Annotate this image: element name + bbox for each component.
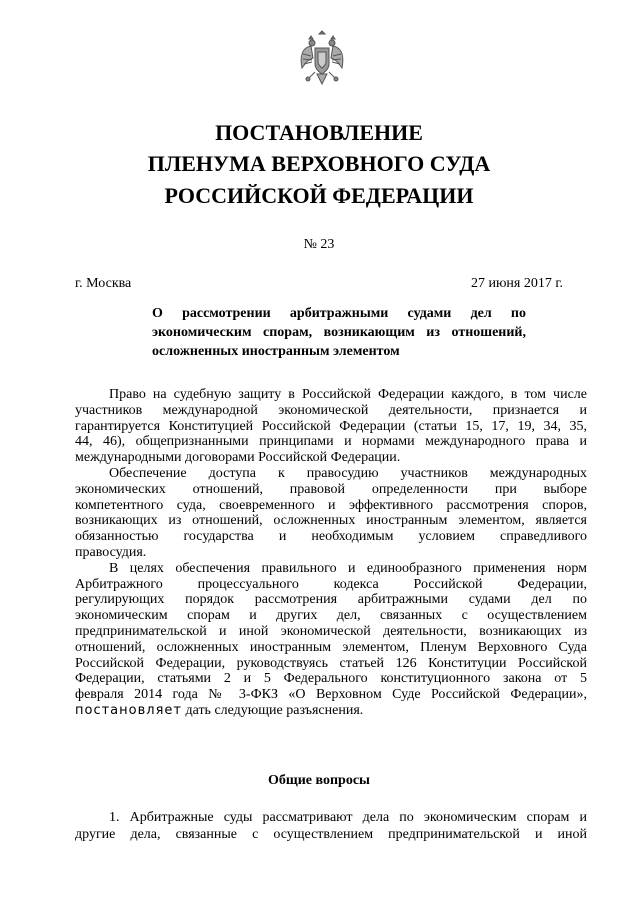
paragraph-line: Арбитражного процессуального кодекса Российской Федерации, [75,576,587,592]
subject-line: экономическим спорам, возникающим из отношений, [152,325,526,340]
paragraph-line: отношений, осложненных иностранным элементом, Пленум Верховного Суда [75,639,587,655]
document-number: № 23 [303,237,335,252]
paragraph-line: экономическим спорам и других дел, связанных с осуществлением [75,608,587,624]
paragraph-line: экономических отношений, правовой определенности при выборе [75,481,587,497]
document-date: 27 июня 2017 г. [470,276,563,291]
paragraph-line: Российской Федерации, руководствуясь статьей 126 Конституции Российской [75,655,587,671]
section-body [75,809,587,843]
paragraph-line [75,703,587,719]
paragraph-line: Право на судебную защиту в Российской Федерации каждого, в том числе [109,387,587,402]
paragraph-line: компетентного суда, своевременного и эффективного рассмотрения споров, [75,497,587,513]
double-headed-eagle-icon [299,30,345,90]
paragraph-line: предпринимательской и иной экономической деятельности, возникающих из [75,623,587,639]
paragraph-line: правосудия. [75,544,147,560]
preamble [75,387,587,719]
paragraph-line: участников международной экономической деятельности, признается и [75,402,587,418]
paragraph-line: регулирующих порядок рассмотрения арбитражными судами дел по [75,592,587,608]
resolves-rest: дать следующие разъяснения. [181,702,364,718]
paragraph-line: Федерации, статьями 2 и 5 Федерального конституционного закона от 5 [75,671,587,687]
subject-line: осложненных иностранным элементом [152,344,400,359]
subject-line: О рассмотрении арбитражными судами дел по [152,306,526,321]
paragraph-line: возникающих из отношений, осложненных иностранным элементом, является [75,513,587,529]
document-subject [152,304,526,361]
paragraph-line: обязанностью государства и необходимым условием справедливого [75,529,587,545]
paragraph-line: Обеспечение доступа к правосудию участников международных [109,465,587,481]
document-title-line-2: ПЛЕНУМА ВЕРХОВНОГО СУДА [147,151,491,176]
paragraph-line: гарантируется Конституцией Российской Федерации (статьи 15, 17, 19, 34, 35, [75,418,587,434]
paragraph-line: 1. Арбитражные суды рассматривают дела по экономическим спорам и [109,810,587,825]
resolves-word: постановляет [75,702,182,718]
document-title-line-3: РОССИЙСКОЙ ФЕДЕРАЦИИ [164,183,474,208]
paragraph-line: 44, 46), общепризнанными принципами и нормами международного права и [75,434,587,450]
document-city: г. Москва [75,276,132,291]
paragraph-line: В целях обеспечения правильного и единообразного применения норм [109,560,587,576]
paragraph-line: февраля 2014 года № 3-ФКЗ «О Верховном Суде Российской Федерации», [75,687,587,703]
document-title-line-1: ПОСТАНОВЛЕНИЕ [215,120,423,145]
section-heading: Общие вопросы [268,773,370,788]
paragraph-line: международными договорами Российской Федерации. [75,450,401,466]
paragraph-line: другие дела, связанные с осуществлением предпринимательской и иной [75,827,587,842]
